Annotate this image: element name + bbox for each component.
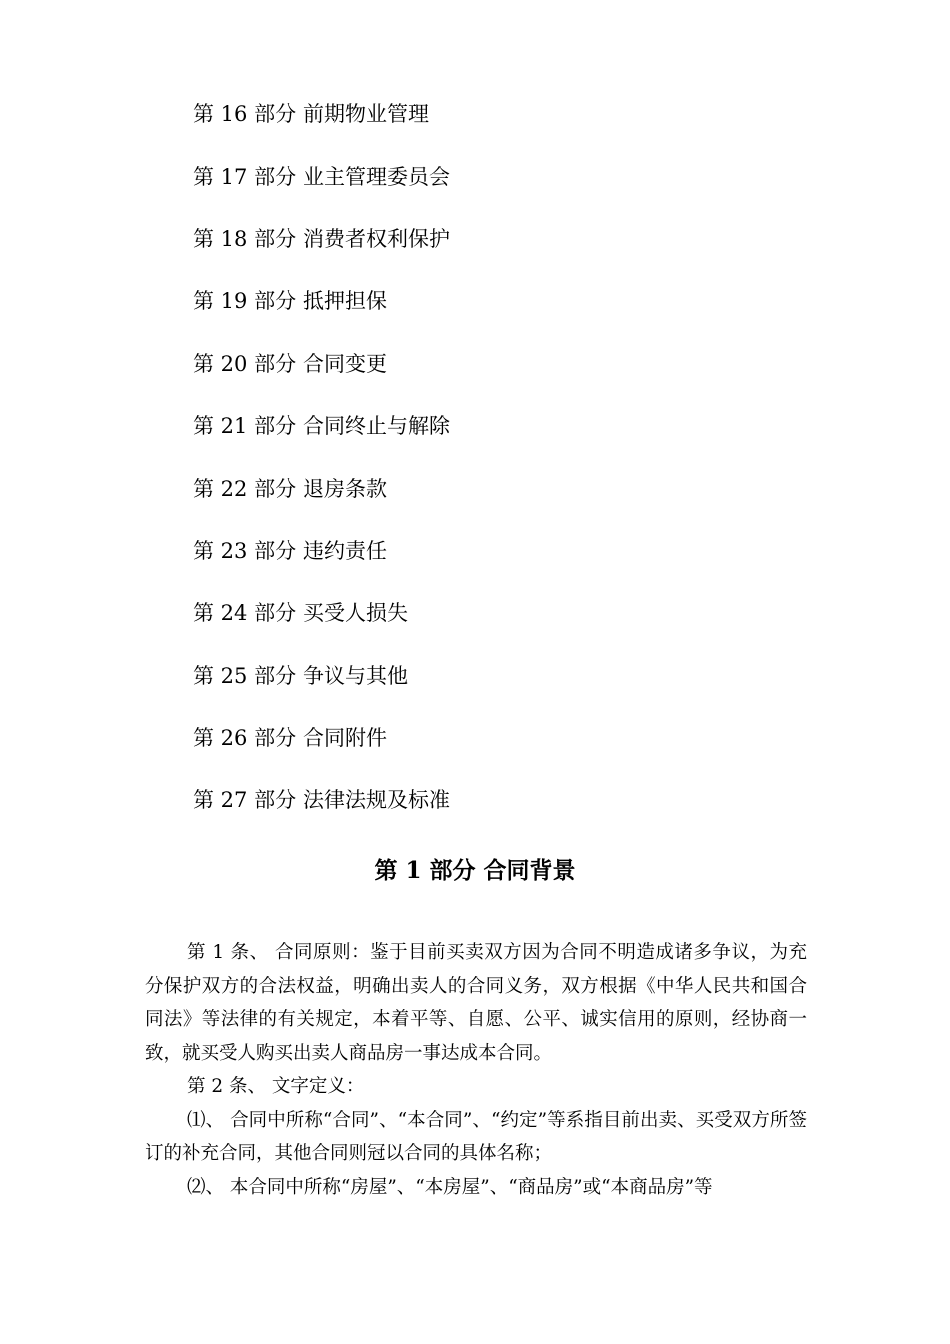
toc-item: [193, 706, 450, 768]
toc-item: [193, 269, 450, 331]
toc-item-title: 合同附件: [303, 726, 387, 751]
toc-item-title: 合同变更: [303, 351, 387, 376]
toc-item-title: 消费者权利保护: [303, 226, 450, 251]
toc-item-title: 违约责任: [303, 538, 387, 563]
paragraph-article-2: 第 2 条、 文字定义：: [187, 1076, 365, 1097]
toc-item-title: 退房条款: [303, 476, 387, 501]
toc-item-number: 第 23 部分: [193, 538, 297, 563]
toc-item-number: 第 21 部分: [193, 414, 297, 439]
toc-item-title: 法律法规及标准: [303, 788, 450, 813]
toc-item: [193, 82, 450, 144]
toc-item-number: 第 20 部分: [193, 351, 297, 376]
toc-item: [193, 207, 450, 269]
table-of-contents: [193, 82, 450, 831]
toc-item: [193, 519, 450, 581]
toc-item-number: 第 17 部分: [193, 164, 297, 189]
toc-item: [193, 394, 450, 456]
toc-item-number: 第 24 部分: [193, 601, 297, 626]
toc-item-number: 第 27 部分: [193, 788, 297, 813]
section-heading: 第 1 部分 合同背景: [374, 857, 576, 884]
toc-item: [193, 581, 450, 643]
toc-item-title: 业主管理委员会: [303, 164, 450, 189]
toc-item-number: 第 18 部分: [193, 226, 297, 251]
paragraph-clause-2: ⑵、 本合同中所称“房屋”、“本房屋”、“商品房”或“本商品房”等: [187, 1176, 713, 1198]
paragraph-clause-1: ⑴、 合同中所称“合同”、“本合同”、“约定”等系指目前出卖、买受双方所签订的补充合同，其他合同则冠以合同的具体名称；: [145, 1109, 807, 1164]
toc-item-title: 合同终止与解除: [303, 414, 450, 439]
toc-item: [193, 456, 450, 518]
toc-item-title: 买受人损失: [303, 601, 408, 626]
toc-item-number: 第 19 部分: [193, 289, 297, 314]
toc-item: [193, 644, 450, 706]
toc-item-number: 第 26 部分: [193, 726, 297, 751]
toc-item-number: 第 22 部分: [193, 476, 297, 501]
toc-item-title: 争议与其他: [303, 663, 408, 688]
toc-item-number: 第 16 部分: [193, 102, 297, 127]
toc-item: [193, 332, 450, 394]
toc-item-title: 前期物业管理: [303, 102, 429, 127]
toc-item: [193, 768, 450, 830]
toc-item: [193, 144, 450, 206]
document-body: [145, 936, 807, 1204]
toc-item-number: 第 25 部分: [193, 663, 297, 688]
toc-item-title: 抵押担保: [303, 289, 387, 314]
paragraph-article-1: 第 1 条、 合同原则：鉴于目前买卖双方因为合同不明造成诸多争议，为充分保护双方的合法权益，明确出卖人的合同义务，双方根据《中华人民共和国合同法》等法律的有关规定，本着平等、自愿、公平、诚实信用的原则，经协商一致，就买受人购买出卖人商品房一事达成本合同。: [145, 942, 807, 1064]
